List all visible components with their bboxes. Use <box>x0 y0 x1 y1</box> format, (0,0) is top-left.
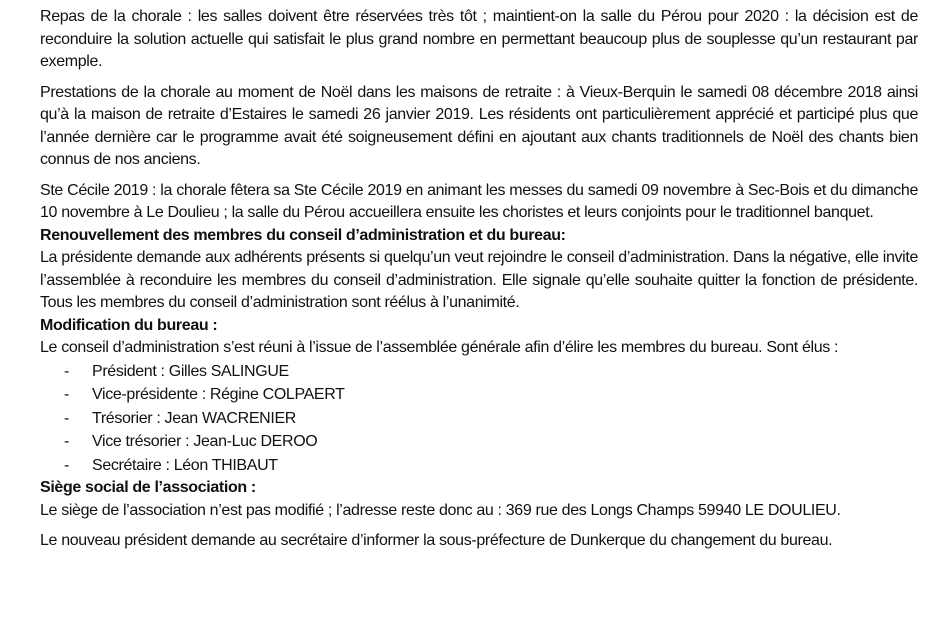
officer-vice-treasurer: Vice trésorier : Jean-Luc DEROO <box>92 433 318 450</box>
paragraph-ste-cecile: Ste Cécile 2019 : la chorale fêtera sa Ste Cécile 2019 en animant les messes du samedi 09 novembre à Sec-Bois et du dimanche 10 novembre à Le Doulieu ; la salle du Pérou accueillera ensuite les choristes et leurs conjoints pour le traditionnel banquet. <box>40 181 918 221</box>
officer-president: Président : Gilles SALINGUE <box>92 362 289 380</box>
bullet-dash: - <box>64 456 69 474</box>
paragraph-christmas-performances: Prestations de la chorale au moment de Noël dans les maisons de retraite : à Vieux-Berquin le samedi 08 décembre 2018 ainsi qu’à la maison de retraite d’Estaires le samedi 26 janvier 2019. Les résidents ont particulièrement apprécié et participé plus que l’année dernière car le programme avait été soigneusement défini en ajoutant aux chants traditionnels de Noël des chants bien connus de nos anciens. <box>40 83 918 168</box>
list-item <box>40 430 918 454</box>
paragraph-closing: Le nouveau président demande au secrétaire d’informer la sous-préfecture de Dunkerque du changement du bureau. <box>40 532 833 549</box>
paragraph-choir-meal: Repas de la chorale : les salles doivent être réservées très tôt ; maintient-on la salle du Pérou pour 2020 : la décision est de reconduire la solution actuelle qui satisfait le plus grand nombre en permettant beaucoup plus de souplesse qu’un restaurant par exemple. <box>40 8 918 70</box>
officer-secretary: Secrétaire : Léon THIBAUT <box>92 456 278 474</box>
bullet-dash: - <box>64 409 69 427</box>
paragraph-seat: Le siège de l’association n’est pas modifié ; l’adresse reste donc au : 369 rue des Longs Champs 59940 LE DOULIEU. <box>40 501 841 519</box>
bullet-dash: - <box>64 433 69 450</box>
heading-seat: Siège social de l’association : <box>40 479 256 496</box>
officers-list <box>40 360 918 478</box>
heading-renewal: Renouvellement des membres du conseil d’administration et du bureau: <box>40 226 566 244</box>
officer-vice-president: Vice-présidente : Régine COLPAERT <box>92 386 345 403</box>
list-item <box>40 407 918 431</box>
heading-bureau: Modification du bureau : <box>40 316 218 334</box>
paragraph-renewal: La présidente demande aux adhérents présents si quelqu’un veut rejoindre le conseil d’administration. Dans la négative, elle invite l’assemblée à reconduire les membres du conseil d’administration. Elle signale qu’elle souhaite quitter la fonction de présidente. Tous les membres du conseil d’administration sont réélus à l’unanimité. <box>40 249 918 311</box>
list-item <box>40 360 918 384</box>
officer-treasurer: Trésorier : Jean WACRENIER <box>92 409 296 427</box>
bullet-dash: - <box>64 386 69 403</box>
list-item <box>40 454 918 478</box>
list-item <box>40 383 918 407</box>
paragraph-bureau-intro: Le conseil d’administration s’est réuni à l’issue de l’assemblée générale afin d’élire les membres du bureau. Sont élus : <box>40 339 839 356</box>
bullet-dash: - <box>64 362 69 380</box>
